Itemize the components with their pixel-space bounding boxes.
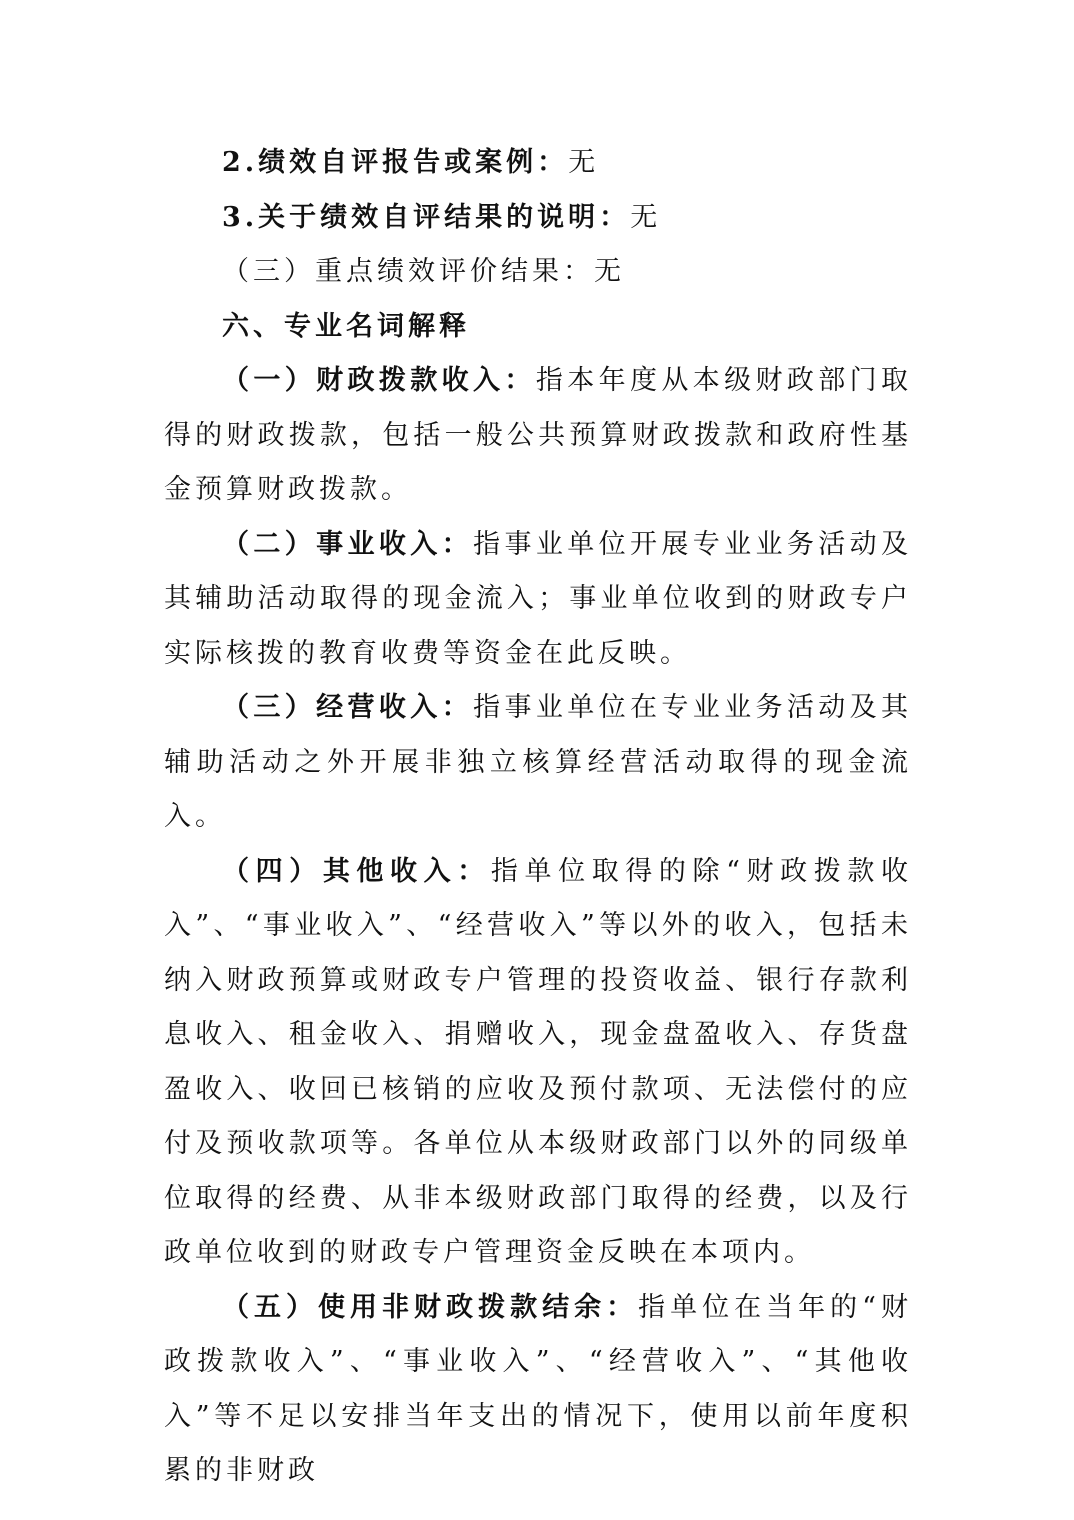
paragraph-heading: 3.关于绩效自评结果的说明： xyxy=(222,201,631,233)
paragraph-operating-income xyxy=(164,681,912,845)
paragraph-fiscal-appropriation-income xyxy=(164,354,912,518)
term-heading: （五）使用非财政拨款结余： xyxy=(222,1291,639,1323)
term-definition: 指本年度从本级财政部门取得的财政拨款，包括一般公共预算财政拨款和政府性基金预算财政拨款。 xyxy=(164,365,913,505)
term-heading: （四）其他收入： xyxy=(222,855,491,887)
term-heading: （一）财政拨款收入： xyxy=(222,365,536,396)
term-definition: 指单位在当年的“财政拨款收入”、“事业收入”、“经营收入”、“其他收入”等不足以安排当年支出的情况下，使用以前年度积累的非财政 xyxy=(164,1291,912,1486)
term-heading: （三）经营收入： xyxy=(222,692,474,723)
term-definition: 指事业单位在专业业务活动及其辅助活动之外开展非独立核算经营活动取得的现金流入。 xyxy=(164,692,913,832)
paragraph-text: 无 xyxy=(568,147,600,178)
paragraph-self-evaluation-explanation xyxy=(164,191,912,246)
section-heading-glossary xyxy=(164,300,912,355)
section-title: 六、专业名词解释 xyxy=(222,310,470,342)
paragraph-non-fiscal-balance-use xyxy=(164,1281,912,1499)
paragraph-other-income xyxy=(164,845,912,1281)
document-body xyxy=(164,136,912,1499)
term-heading: （二）事业收入： xyxy=(222,528,474,560)
term-definition: 指单位取得的除“财政拨款收入”、“事业收入”、“经营收入”等以外的收入，包括未纳入财政预算或财政专户管理的投资收益、银行存款利息收入、租金收入、捐赠收入，现金盘盈收入、存货盘盈收入、收回已核销的应收及预付款项、无法偿付的应付及预收款项等。各单位从本级财政部门以外的同级单位取得的经费、从非本级财政部门取得的经费，以及行政单位收到的财政专户管理资金反映在本项内。 xyxy=(164,855,912,1268)
paragraph-heading: 2.绩效自评报告或案例： xyxy=(222,147,569,178)
paragraph-text: 无 xyxy=(630,201,662,233)
paragraph-self-evaluation-report xyxy=(164,136,912,191)
paragraph-key-evaluation-results xyxy=(164,245,912,300)
term-definition: 指事业单位开展专业业务活动及其辅助活动取得的现金流入；事业单位收到的财政专户实际核拨的教育收费等资金在此反映。 xyxy=(164,528,913,669)
paragraph-business-income xyxy=(164,518,912,682)
paragraph-text: （三）重点绩效评价结果：无 xyxy=(222,256,625,287)
